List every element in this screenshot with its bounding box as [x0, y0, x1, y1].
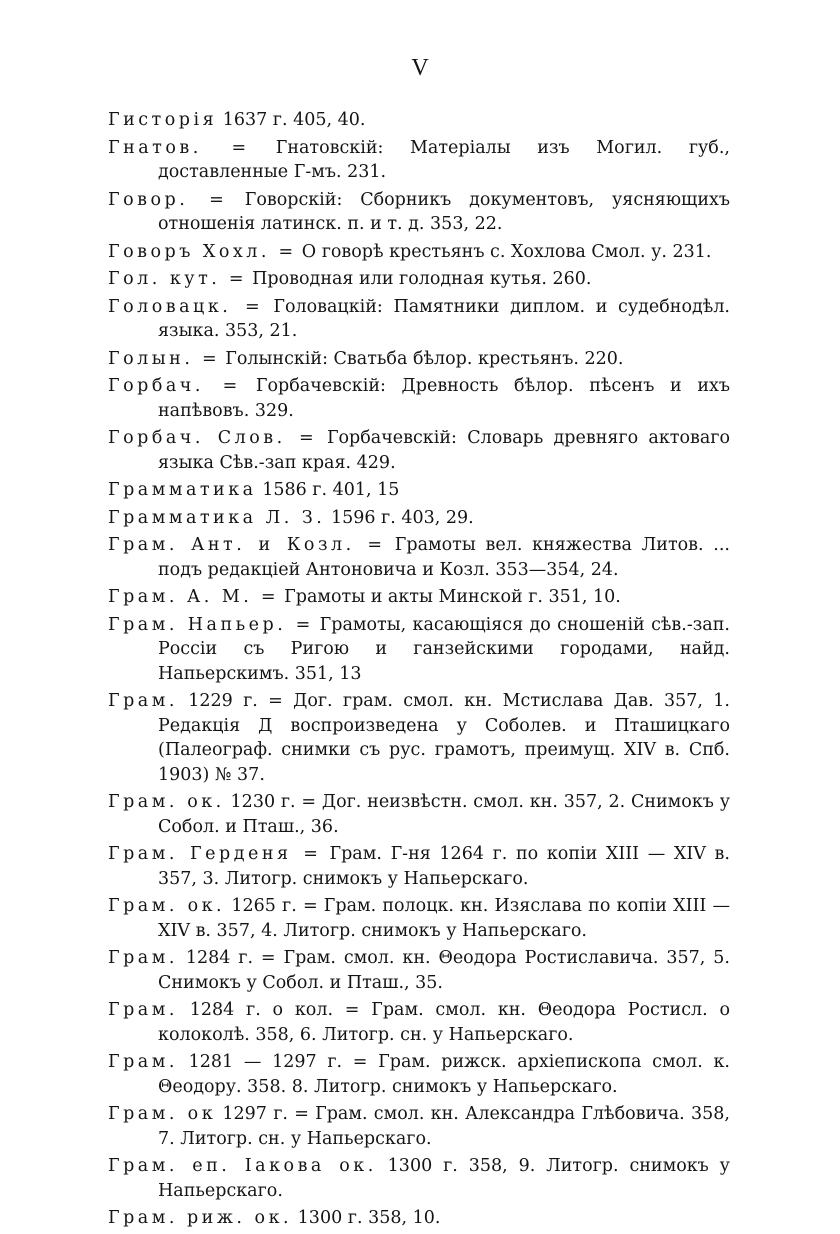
abbreviation-entry [108, 1050, 730, 1099]
entry-description: Головацкій: Памятники диплом. и судебнодѣл. языка. 353, 21. [158, 296, 730, 341]
entry-description: 1230 г. = Дог. неизвѣстн. смол. кн. 357, 2. Снимокъ у Собол. и Пташ., 36. [158, 792, 730, 837]
entry-abbreviation: Грамматика [108, 480, 257, 500]
abbreviation-entry [108, 1154, 730, 1203]
entry-abbreviation: Гисторія [108, 110, 218, 130]
entry-abbreviation: Говор. [108, 189, 189, 210]
entry-description: Грамоты вел. княжества Литов. ... подъ редакціей Антоновича и Козл. 353—354, 24. [158, 535, 730, 580]
abbreviation-entry [108, 842, 730, 891]
abbreviation-entry [108, 1102, 730, 1151]
abbreviation-entry [108, 689, 730, 787]
entry-description: 1284 г. о кол. = Грам. смол. кн. Θеодора Ростисл. о колоколѣ. 358, 6. Литогр. сн. у Напьерскаго. [158, 1000, 730, 1045]
entry-abbreviation: Грам. [108, 691, 178, 711]
entry-equals-sign: = [260, 587, 276, 607]
entry-description: Горбачевскій: Древность бѣлор. пѣсенъ и ихъ напѣвовъ. 329. [158, 376, 730, 421]
entry-equals-sign: = [209, 189, 224, 210]
entry-abbreviation: Грам. [108, 1052, 178, 1072]
abbreviation-entry [108, 426, 730, 475]
entry-equals-sign: = [231, 137, 247, 158]
entry-description: Гнатовскій: Матеріалы изъ Могил. губ., доставленные Г-мъ. 231. [158, 137, 730, 182]
entry-abbreviation: Гнатов. [108, 137, 202, 158]
entry-abbreviation: Грам. ок. [108, 896, 226, 916]
abbreviation-entry [108, 506, 730, 531]
abbreviation-entry [108, 1206, 730, 1231]
entry-abbreviation: Головацк. [108, 296, 232, 317]
abbreviation-entry [108, 295, 730, 344]
entry-description: Грам. Г-ня 1264 г. по копіи XIII — XIV в. 357, 3. Литогр. снимокъ у Напьерскаго. [158, 844, 730, 889]
abbreviation-entry [108, 347, 730, 372]
abbreviation-entry [108, 585, 730, 610]
entry-description: Грамоты, касающіяся до сношеній сѣв.-зап. Россіи съ Ригою и ганзейскими городами, найд. Напьерскимъ. 351, 13 [158, 614, 730, 684]
page-number: V [411, 55, 429, 81]
entry-abbreviation: Голын. [108, 348, 194, 369]
entry-equals-sign: = [303, 844, 318, 864]
entry-abbreviation: Грам. Ант. и Козл. [108, 535, 355, 555]
entry-description: 1596 г. 403, 29. [330, 507, 474, 528]
entry-abbreviation: Грам. ок [108, 1104, 217, 1124]
entry-abbreviation: Горбач. [108, 376, 204, 396]
entry-equals-sign: = [295, 614, 311, 635]
entry-description: 1229 г. = Дог. грам. смол. кн. Мстислава Дав. 357, 1. Редакція Д воспроизведена у Соболев. и Пташицкаго (Палеограф. снимки съ рус. грамотъ, преимущ. XIV в. Спб. 1903) № 37. [158, 691, 730, 785]
entry-description: 1281 — 1297 г. = Грам. рижск. архіепископа смол. к. Θеодору. 358. 8. Литогр. снимокъ у Напьерскаго. [158, 1052, 730, 1097]
entry-description: Говорскій: Сборникъ документовъ, уясняющихъ отношенія латинск. п. и т. д. 353, 22. [158, 189, 730, 234]
abbreviation-entry [108, 136, 730, 185]
abbreviation-entry [108, 946, 730, 995]
entry-abbreviation: Грам. Герденя [108, 844, 292, 864]
entry-abbreviation: Грамматика Л. З. [108, 507, 326, 528]
entry-description: Проводная или голодная кутья. 260. [252, 269, 592, 289]
entry-equals-sign: = [228, 269, 244, 289]
entry-description: 1300 г. 358, 9. Литогр. снимокъ у Напьерскаго. [158, 1156, 730, 1201]
entry-description: 1586 г. 401, 15 [262, 480, 400, 500]
entry-abbreviation: Грам. [108, 948, 178, 968]
entry-abbreviation: Грам. ок. [108, 792, 225, 812]
abbreviation-entry [108, 188, 730, 237]
entry-description: Голынскій: Сватьба бѣлор. крестьянъ. 220. [225, 348, 624, 369]
entry-abbreviation: Гол. кут. [108, 269, 221, 289]
entry-abbreviation: Грам. риж. ок. [108, 1208, 293, 1228]
entry-equals-sign: = [278, 241, 294, 262]
entry-equals-sign: = [298, 428, 314, 448]
abbreviation-entry [108, 374, 730, 423]
abbreviation-entry [108, 613, 730, 687]
entry-abbreviation: Грам. Напьер. [108, 614, 287, 635]
entry-abbreviation: Говоръ Хохл. [108, 241, 270, 262]
entry-description: 1297 г. = Грам. смол. кн. Александра Глѣбовича. 358, 7. Литогр. сн. у Напьерскаго. [158, 1104, 730, 1149]
entry-description: О говорѣ крестьянъ с. Хохлова Смол. у. 231. [301, 241, 712, 262]
abbreviation-entry [108, 894, 730, 943]
entry-abbreviation: Грам. [108, 1000, 178, 1020]
entry-description: 1284 г. = Грам. смол. кн. Θеодора Ростиславича. 357, 5. Снимокъ у Собол. и Пташ., 35. [158, 948, 730, 993]
entry-description: 1265 г. = Грам. полоцк. кн. Изяслава по копіи XIII — XIV в. 357, 4. Литогр. снимокъ у Напьерскаго. [158, 896, 730, 941]
abbreviation-list [108, 108, 730, 1234]
entry-equals-sign: = [201, 348, 217, 369]
entry-equals-sign: = [222, 376, 238, 396]
abbreviation-entry [108, 790, 730, 839]
entry-description: Грамоты и акты Минской г. 351, 10. [284, 587, 621, 607]
entry-abbreviation: Горбач. Слов. [108, 428, 286, 448]
entry-abbreviation: Грам. еп. Іакова ок. [108, 1156, 377, 1176]
abbreviation-entry [108, 998, 730, 1047]
abbreviation-entry [108, 478, 730, 503]
entry-description: Горбачевскій: Словарь древняго актоваго языка Сѣв.-зап края. 429. [158, 428, 730, 473]
entry-equals-sign: = [367, 535, 383, 555]
abbreviation-entry [108, 533, 730, 582]
entry-description: 1300 г. 358, 10. [297, 1208, 441, 1228]
abbreviation-entry [108, 267, 730, 292]
entry-description: 1637 г. 405, 40. [222, 110, 366, 130]
abbreviation-entry [108, 240, 730, 265]
abbreviation-entry [108, 108, 730, 133]
entry-abbreviation: Грам. А. М. [108, 587, 253, 607]
entry-equals-sign: = [245, 296, 260, 317]
